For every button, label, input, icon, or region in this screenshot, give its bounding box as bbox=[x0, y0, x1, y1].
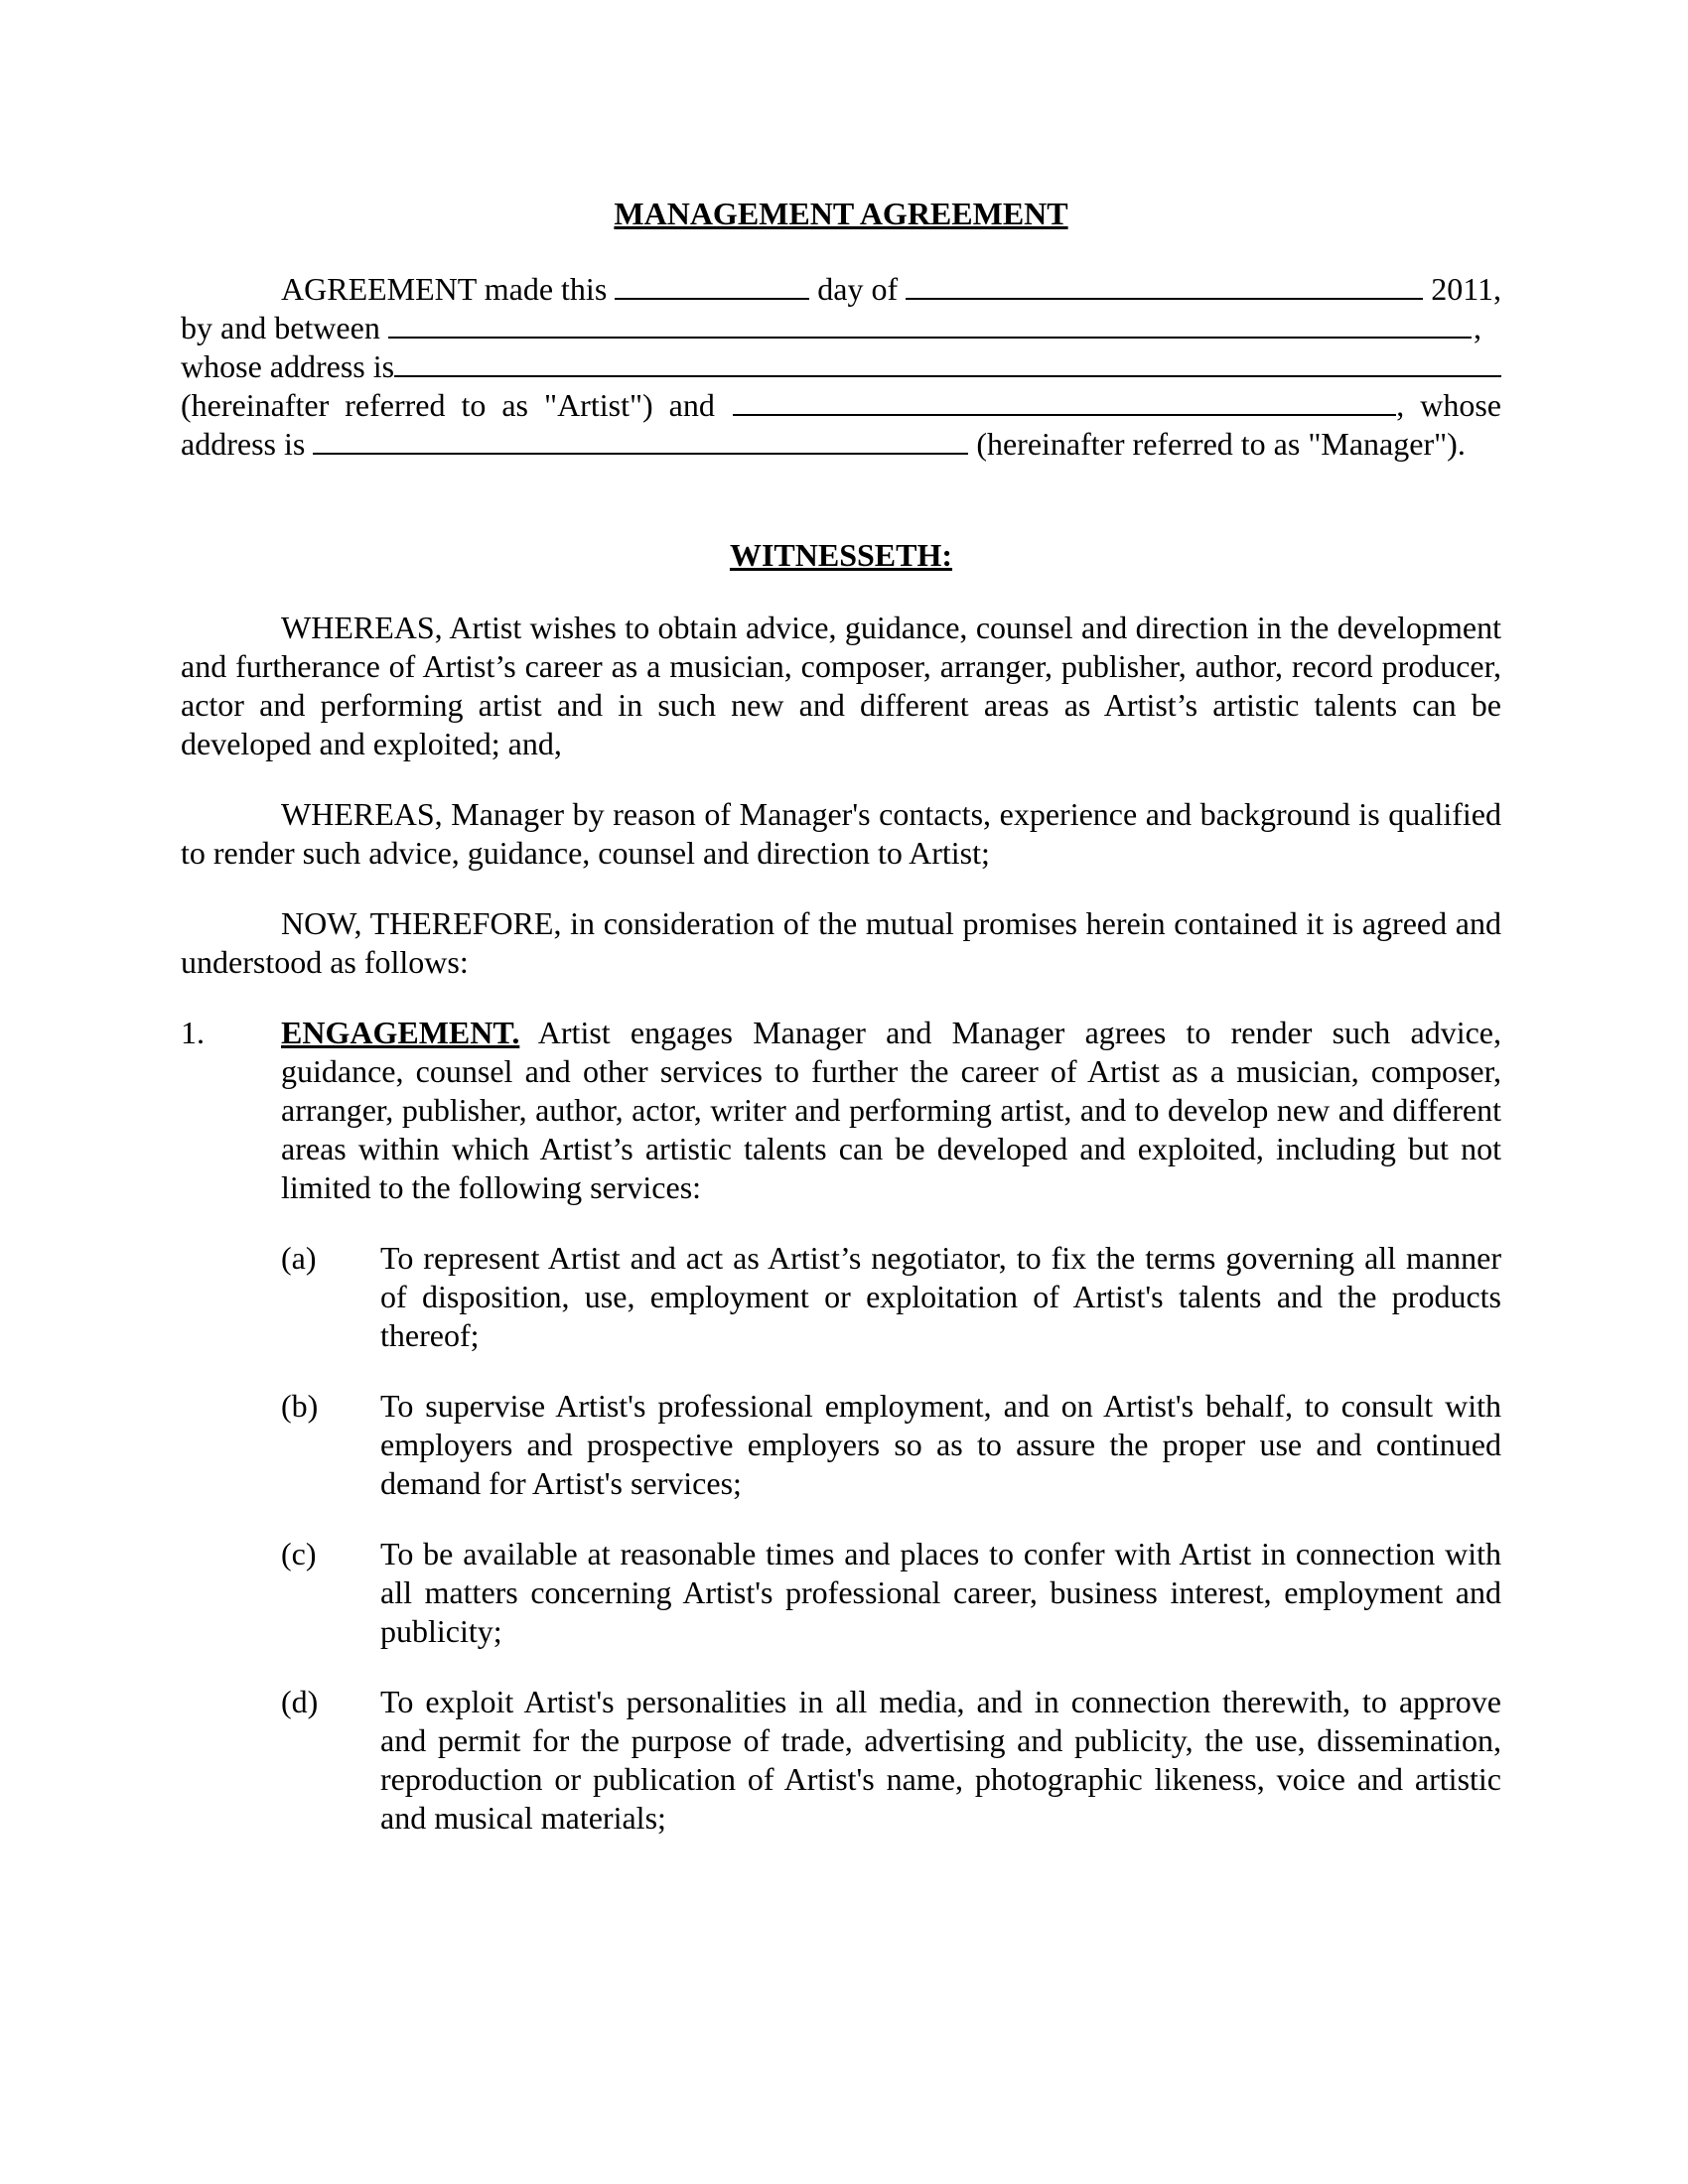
intro-line-date bbox=[181, 270, 1501, 309]
agreement-intro bbox=[181, 270, 1501, 464]
intro-comma-text: , bbox=[1474, 310, 1481, 345]
intro-whose-text: , whose bbox=[1396, 387, 1501, 423]
whereas-artist-paragraph: WHEREAS, Artist wishes to obtain advice, guidance, counsel and direction in the development and furtherance of Artist’s career as a musician, composer, arranger, publisher, author, record producer, actor and performing artist and in such new and different areas as Artist’s artistic talents can be developed and exploited; and, bbox=[181, 610, 1501, 761]
section-1-engagement bbox=[181, 1014, 1501, 1207]
section-1-item-c bbox=[281, 1535, 1501, 1651]
document-title: MANAGEMENT AGREEMENT bbox=[614, 196, 1068, 231]
item-text: To represent Artist and act as Artist’s negotiator, to fix the terms governing all manner of disposition, use, employment or exploitation of Artist's talents and the products thereof; bbox=[380, 1240, 1501, 1353]
manager-name-blank-field[interactable] bbox=[733, 388, 1396, 416]
intro-by-and-between-text: by and between bbox=[181, 310, 380, 345]
section-1-item-b bbox=[281, 1387, 1501, 1503]
month-blank-field[interactable] bbox=[906, 272, 1423, 300]
section-1-text: Artist engages Manager and Manager agrees to render such advice, guidance, counsel and other services to further the career of Artist as a musician, composer, arranger, publisher, author, actor, writer and performing artist, and to develop new and different areas within which Artist’s artistic talents can be developed and exploited, including but not limited to the following services: bbox=[281, 1015, 1501, 1205]
item-text: To be available at reasonable times and places to confer with Artist in connection with all matters concerning Artist's professional career, business interest, employment and publicity; bbox=[380, 1536, 1501, 1649]
item-label: (b) bbox=[281, 1388, 319, 1424]
intro-line-manager bbox=[181, 386, 1501, 425]
intro-line-manager-address bbox=[181, 425, 1501, 464]
intro-whose-address-text: whose address is bbox=[181, 348, 395, 384]
intro-line-artist-address bbox=[181, 347, 1501, 386]
document-page bbox=[181, 195, 1501, 1838]
section-1-body bbox=[281, 1014, 1501, 1207]
intro-made-this-text: AGREEMENT made this bbox=[281, 271, 608, 307]
section-1-item-d bbox=[281, 1683, 1501, 1838]
item-label: (d) bbox=[281, 1684, 319, 1719]
witnesseth-heading: WITNESSETH: bbox=[729, 537, 953, 573]
artist-address-blank-field[interactable] bbox=[394, 349, 1501, 377]
intro-line-parties bbox=[181, 309, 1501, 347]
intro-manager-reference-text: (hereinafter referred to as "Manager"). bbox=[976, 426, 1466, 462]
item-text: To exploit Artist's personalities in all media, and in connection therewith, to approve and permit for the purpose of trade, advertising and publicity, the use, dissemination, reproduction or publication of Artist's name, photographic likeness, voice and artistic and musical materials; bbox=[380, 1684, 1501, 1836]
intro-day-of-text: day of bbox=[817, 271, 899, 307]
intro-artist-reference-text: (hereinafter referred to as "Artist") and bbox=[181, 387, 715, 423]
item-label: (a) bbox=[281, 1240, 317, 1276]
intro-address-is-text: address is bbox=[181, 426, 306, 462]
now-therefore-paragraph: NOW, THEREFORE, in consideration of the mutual promises herein contained it is agreed and understood as follows: bbox=[181, 905, 1501, 980]
manager-address-blank-field[interactable] bbox=[313, 427, 968, 455]
item-label: (c) bbox=[281, 1536, 317, 1571]
section-1-item-a bbox=[281, 1239, 1501, 1355]
section-1-heading: ENGAGEMENT. bbox=[281, 1015, 520, 1050]
section-1-number: 1. bbox=[181, 1015, 205, 1050]
artist-name-blank-field[interactable] bbox=[388, 311, 1472, 339]
intro-year-text: 2011, bbox=[1431, 271, 1501, 307]
whereas-manager-paragraph: WHEREAS, Manager by reason of Manager's contacts, experience and background is qualified to render such advice, guidance, counsel and direction to Artist; bbox=[181, 796, 1501, 871]
item-text: To supervise Artist's professional employment, and on Artist's behalf, to consult with employers and prospective employers so as to assure the proper use and continued demand for Artist's services; bbox=[380, 1388, 1501, 1501]
day-blank-field[interactable] bbox=[615, 272, 809, 300]
